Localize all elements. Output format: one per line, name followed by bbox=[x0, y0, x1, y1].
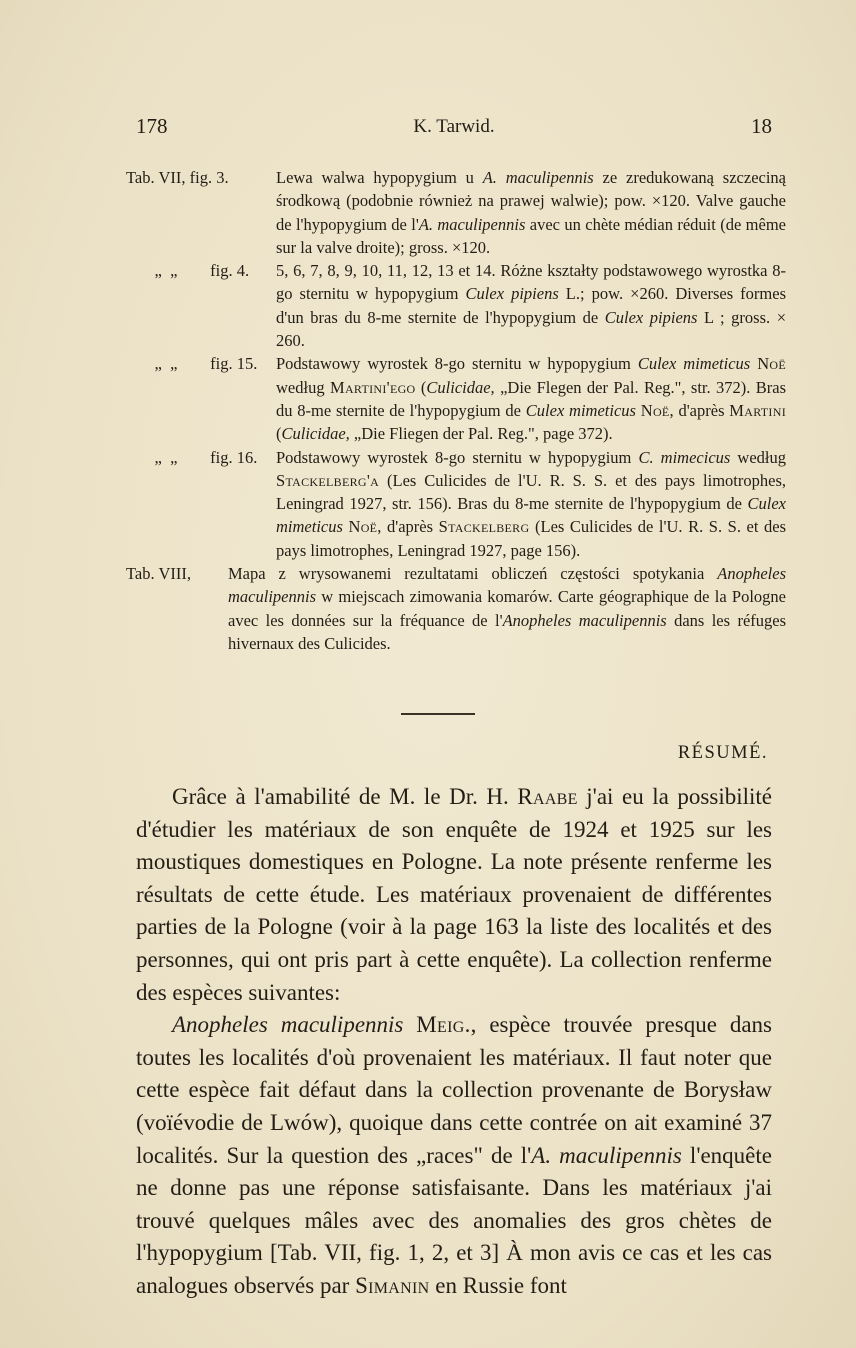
caption-label-b: VIII, bbox=[158, 564, 191, 584]
author-name: Raabe bbox=[517, 784, 578, 809]
author-name: Simanin bbox=[355, 1272, 430, 1298]
text-run: L.; pow. ×260. Diverses formes d'un bras du 8-me sternite de l'hypopygium de bbox=[276, 284, 786, 327]
italic-term: Culex mimeticus bbox=[637, 354, 751, 374]
italic-term: C. mimecicus bbox=[638, 447, 731, 467]
text-run: ( bbox=[276, 424, 282, 444]
caption-text bbox=[276, 352, 786, 445]
italic-term: Culex pipiens bbox=[604, 307, 698, 327]
caption-item bbox=[126, 446, 786, 562]
caption-label-a: Tab. bbox=[126, 564, 155, 584]
text-run: en Russie font bbox=[429, 1272, 567, 1298]
caption-text bbox=[276, 166, 786, 259]
text-run: 5, 6, 7, 8, 9, 10, 11, 12, 13 et 14. Różne kształty podstawowego wyrostka 8-go sternitu w hypopygium bbox=[276, 261, 786, 304]
author-name: Martini bbox=[729, 400, 786, 420]
text-run: , d'après bbox=[669, 400, 730, 420]
text-run: według bbox=[276, 377, 330, 397]
caption-text bbox=[228, 562, 786, 655]
text-run: w miejscach zimowania komarów. Carte géographique de la Pologne avec les données sur la fréquance de l' bbox=[228, 587, 786, 630]
page-header bbox=[136, 114, 772, 144]
folio-number: 18 bbox=[751, 114, 772, 138]
caption-label-a: „ bbox=[154, 354, 162, 374]
text-run: j'ai eu la possibilité d'étudier les matériaux de son enquête de 1924 et 1925 sur les moustiques domestiques en Pologne. La note présente renferme les résultats de cette étude. Les matériaux provenaient de différentes parties de la Pologne (voir à la page 163 la liste des localités et des personnes, qui ont pris part à cette enquête). La collection renferme des espèces suivantes: bbox=[136, 784, 772, 1005]
author-name: Meig. bbox=[416, 1012, 471, 1038]
resume-heading: RÉSUMÉ. bbox=[677, 743, 768, 763]
caption-label-a: Tab. bbox=[126, 168, 155, 187]
paragraph bbox=[136, 781, 772, 1009]
caption-label-a: „ bbox=[154, 447, 162, 467]
caption-fig: fig. 4. bbox=[210, 261, 250, 281]
text-run: Grâce à l'amabilité de M. le Dr. H. bbox=[172, 784, 518, 809]
caption-label-b: „ bbox=[170, 261, 178, 281]
text-run: ze zredukowaną szczeciną środkową (podobnie również na prawej walwie); pow. ×120. Valve gauche de l'hypopygium de l' bbox=[276, 168, 786, 234]
caption-item bbox=[126, 562, 786, 655]
text-run: L ; gross. × 260. bbox=[276, 307, 787, 351]
text-run: Podstawowy wyrostek 8-go sternitu w hypopygium bbox=[276, 354, 638, 374]
text-run: według bbox=[730, 447, 786, 467]
author-name: Noë bbox=[757, 354, 787, 374]
caption-label bbox=[126, 352, 276, 375]
caption-item bbox=[126, 166, 786, 259]
italic-term: Culicidae, bbox=[426, 377, 495, 397]
italic-term: Culex mimeticus bbox=[525, 400, 636, 420]
text-run: Podstawowy wyrostek 8-go sternitu w hypopygium bbox=[276, 447, 639, 467]
caption-fig: fig. 15. bbox=[210, 354, 258, 374]
italic-term: Culicidae, bbox=[281, 424, 350, 444]
page-number: 178 bbox=[136, 114, 168, 138]
italic-term: Culex pipiens bbox=[465, 284, 559, 304]
caption-label-b: „ bbox=[170, 354, 178, 374]
author-name: Noë bbox=[640, 400, 670, 420]
text-run: (Les Culicides de l'U. R. S. S. et des pays limotrophes, Leningrad 1927, str. 156). Bras du 8-me sternite de l'hypopygium de bbox=[276, 470, 786, 514]
text-run: avec un chète médian réduit (de même sur la valve droite); gross. ×120. bbox=[276, 214, 786, 257]
text-run: „Die Fliegen der Pal. Reg.", page 372). bbox=[349, 424, 613, 444]
caption-label bbox=[126, 259, 276, 282]
author-name: Stackelberg'a bbox=[276, 470, 380, 490]
caption-label-a: „ bbox=[154, 261, 162, 281]
italic-term: Anopheles maculipennis bbox=[502, 610, 667, 630]
text-run: Lewa walwa hypopygium u bbox=[276, 168, 483, 187]
caption-item bbox=[126, 352, 786, 445]
caption-item bbox=[126, 259, 786, 352]
text-run: (Les Culicides de l'U. R. S. S. et des pays limotrophes, Leningrad 1927, page 156). bbox=[276, 517, 787, 560]
text-run: , espèce trouvée presque dans toutes les localités d'où provenaient les matériaux. Il faut noter que cette espèce fait défaut dans la collection provenante de Borysław (voïévodie de Lwów), quoique dans cette contrée on ait examiné 37 localités. Sur la question des „races" de l' bbox=[136, 1012, 772, 1168]
running-head: K. Tarwid. bbox=[413, 116, 495, 137]
text-run: dans les réfuges hivernaux des Culicides. bbox=[228, 610, 787, 653]
caption-text bbox=[276, 259, 786, 352]
author-name: Stackelberg bbox=[438, 517, 530, 537]
italic-term: A. maculipennis bbox=[482, 168, 594, 187]
author-name: Noë bbox=[348, 517, 378, 537]
caption-fig: fig. 16. bbox=[210, 447, 258, 467]
caption-text bbox=[276, 446, 786, 562]
text-run: , d'après bbox=[377, 517, 439, 537]
text-run bbox=[403, 1012, 416, 1037]
caption-label bbox=[126, 166, 276, 189]
italic-term: Culex mimeticus bbox=[276, 494, 786, 537]
resume-body bbox=[136, 781, 772, 1303]
text-run: Mapa z wrysowanemi rezultatami obliczeń częstości spotykania bbox=[228, 564, 718, 584]
italic-term: Anopheles maculipennis bbox=[172, 1012, 404, 1038]
author-name: Martini'ego bbox=[329, 377, 416, 397]
italic-term: A. maculipennis bbox=[531, 1142, 682, 1168]
paragraph bbox=[136, 1009, 772, 1302]
caption-label-b: „ bbox=[170, 447, 178, 467]
caption-label-b: VII, bbox=[158, 168, 186, 187]
section-divider bbox=[401, 713, 475, 715]
text-run: l'enquête ne donne pas une réponse satisfaisante. Dans les matériaux j'ai trouvé quelques mâles avec des anomalies des gros chètes de l'hypopygium [Tab. VII, fig. 1, 2, et 3] À mon avis ce cas et les cas analogues observés par bbox=[136, 1142, 772, 1298]
text-run: „Die Flegen der Pal. Reg.", str. 372). Bras du 8-me sternite de l'hypopygium de bbox=[276, 377, 787, 420]
figure-captions bbox=[126, 166, 786, 655]
caption-label bbox=[126, 446, 276, 469]
italic-term: A. maculipennis bbox=[418, 214, 526, 234]
text-run: ( bbox=[415, 377, 427, 397]
caption-label bbox=[126, 562, 228, 585]
caption-fig: fig. 3. bbox=[189, 168, 229, 187]
italic-term: Anopheles maculipennis bbox=[228, 564, 786, 607]
